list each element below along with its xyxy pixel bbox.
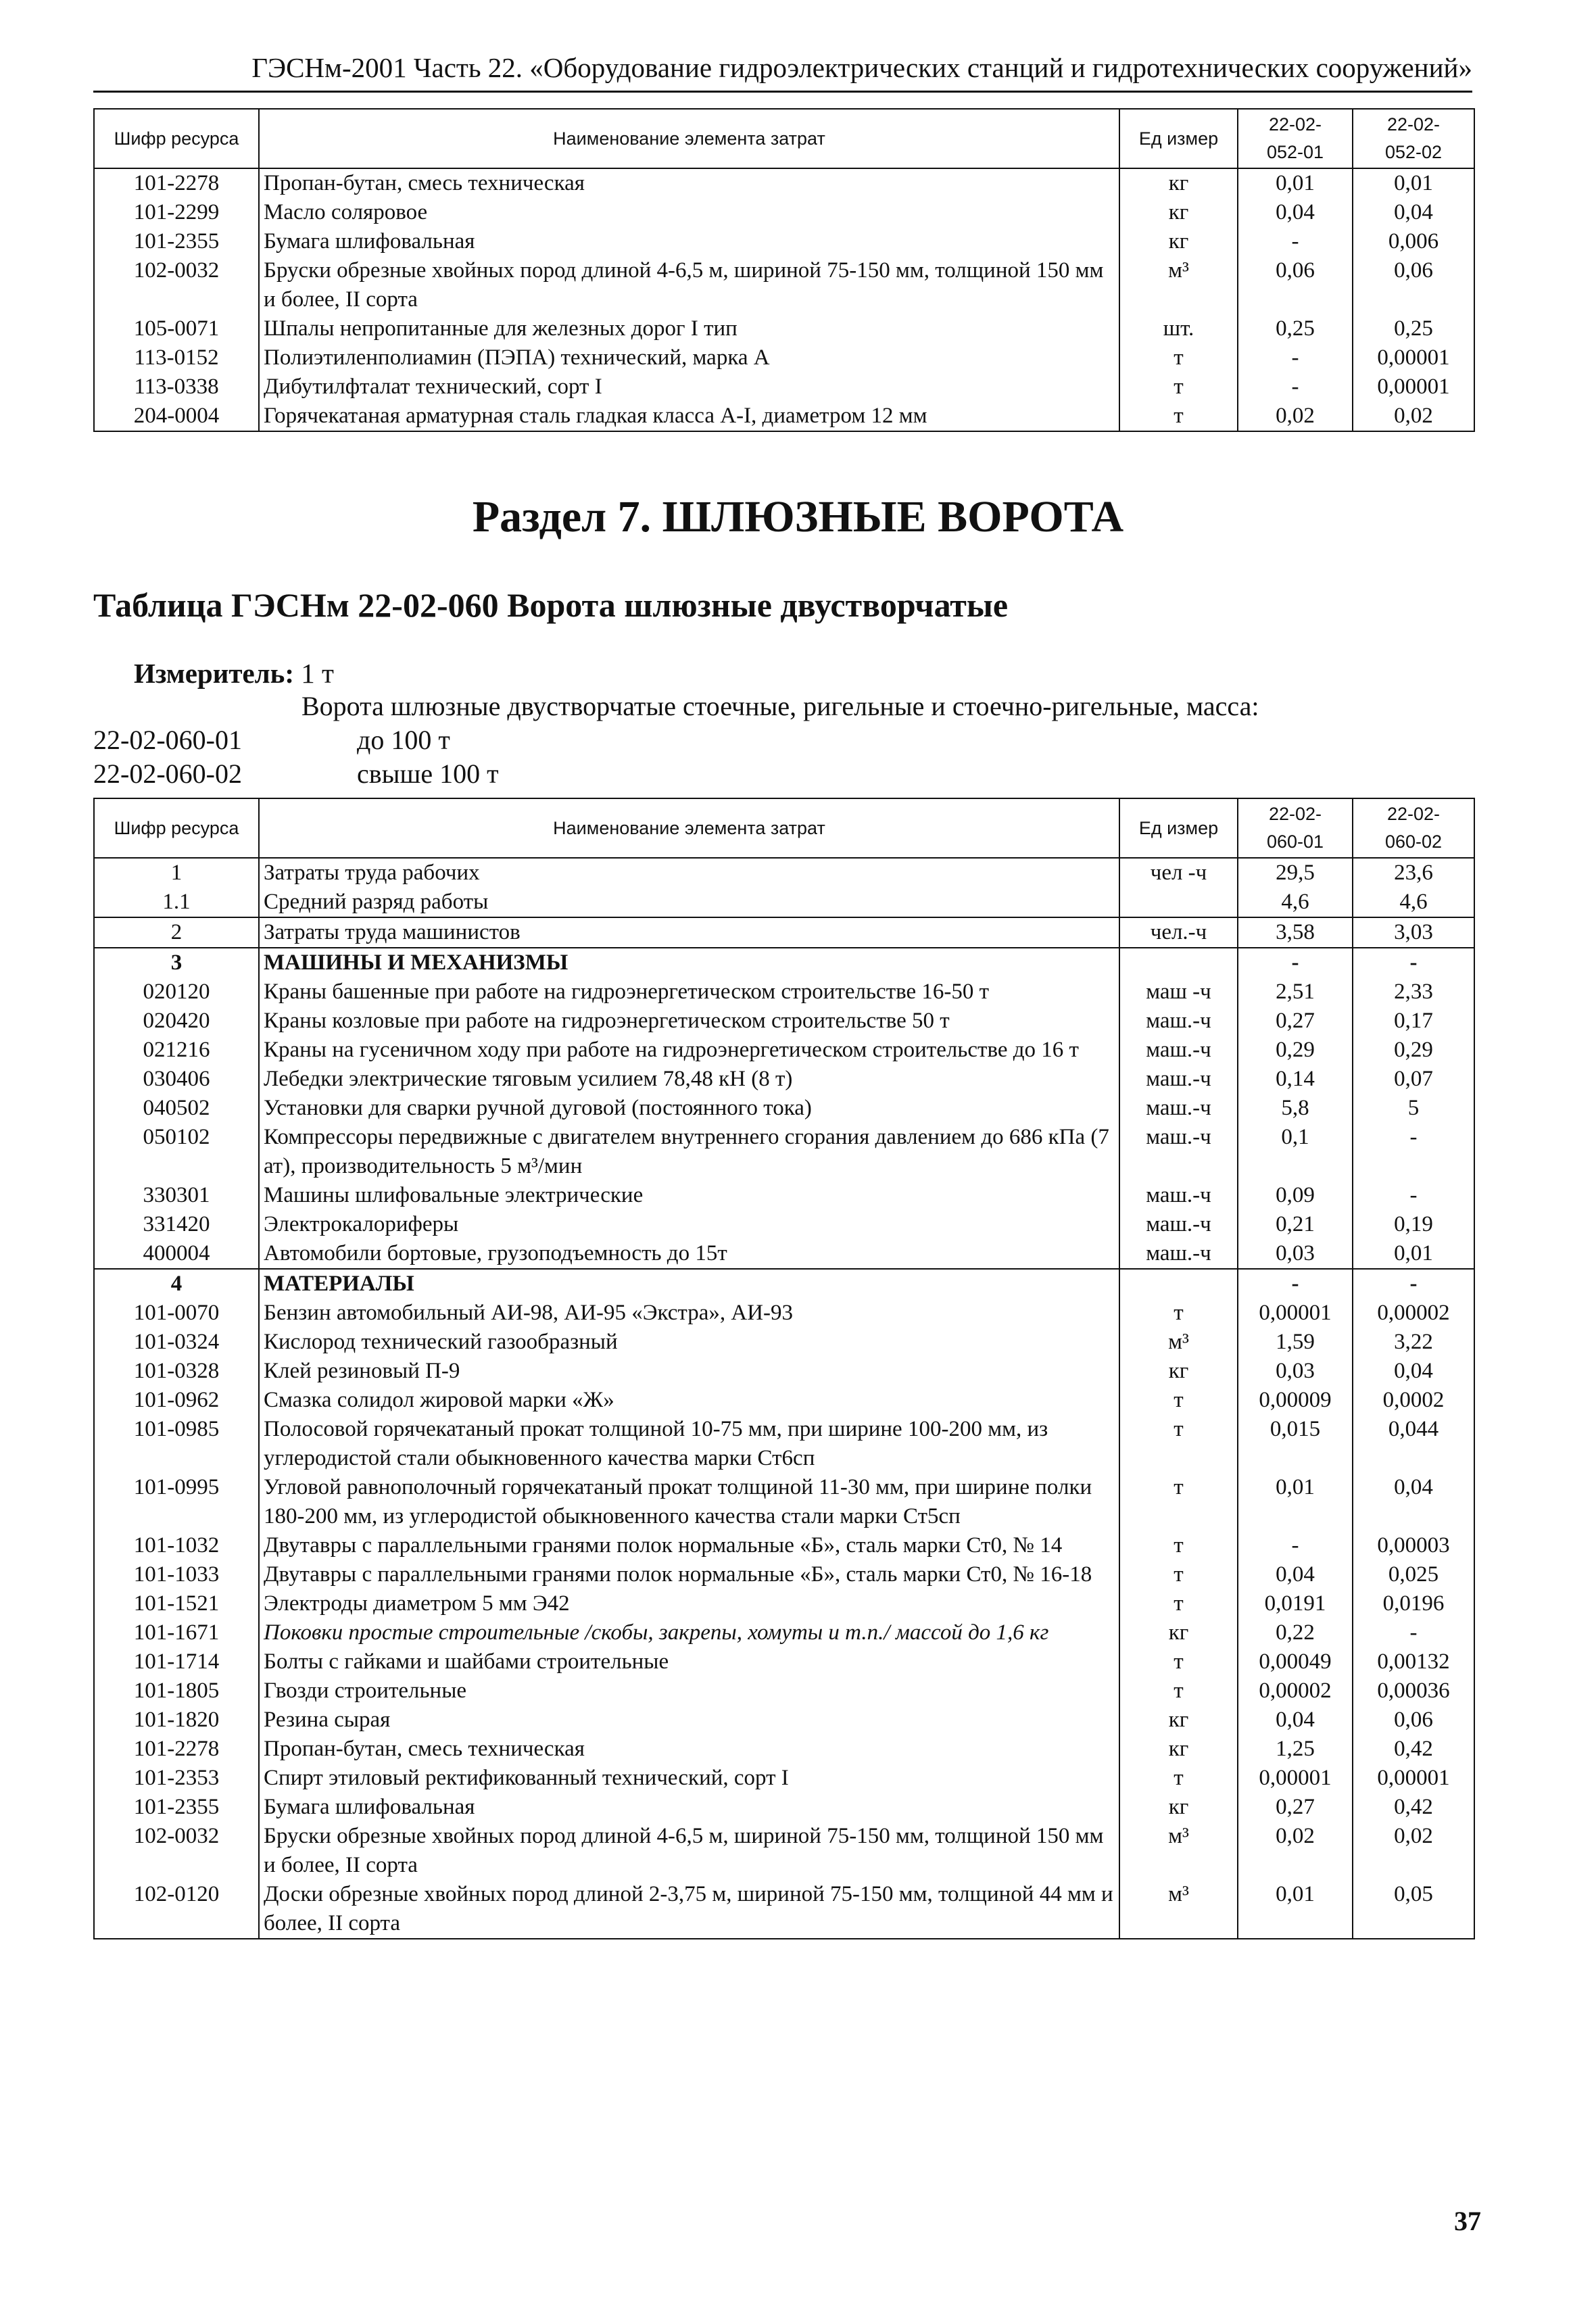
cell-norm-01: - xyxy=(1238,1269,1353,1299)
cell-norm-01: - xyxy=(1238,1531,1353,1560)
cell-unit: маш.-ч xyxy=(1119,1239,1238,1269)
cell-norm-02: 0,04 xyxy=(1353,1357,1474,1386)
cell-unit: маш -ч xyxy=(1119,978,1238,1007)
cell-name: Угловой равнополочный горячекатаный прокат толщиной 11-30 мм, при ширине полки 180-200 мм, из углеродистой обыкновенного качества стали марки Ст5сп xyxy=(259,1473,1119,1531)
cell-norm-02: 0,00003 xyxy=(1353,1531,1474,1560)
cell-norm-02: 0,044 xyxy=(1353,1415,1474,1473)
cell-norm-01: - xyxy=(1238,372,1353,402)
cell-name: Затраты труда рабочих xyxy=(259,858,1119,888)
header-rule xyxy=(93,91,1472,93)
cell-unit: маш.-ч xyxy=(1119,1181,1238,1210)
cell-norm-02: 0,02 xyxy=(1353,402,1474,431)
cell-code: 204-0004 xyxy=(94,402,259,431)
table-row xyxy=(94,1880,1474,1939)
cell-norm-01: 0,01 xyxy=(1238,1880,1353,1939)
cell-norm-02: - xyxy=(1353,1618,1474,1647)
cell-norm-02: 0,00036 xyxy=(1353,1676,1474,1706)
norm-code-line xyxy=(93,722,450,758)
cell-norm-01: 4,6 xyxy=(1238,888,1353,917)
table-row xyxy=(94,1560,1474,1589)
cell-unit: т xyxy=(1119,1647,1238,1676)
cell-norm-01: 1,59 xyxy=(1238,1328,1353,1357)
cell-unit: т xyxy=(1119,1415,1238,1473)
cell-name: Доски обрезные хвойных пород длиной 2-3,75 м, шириной 75-150 мм, толщиной 44 мм и более, II сорта xyxy=(259,1880,1119,1939)
table-row xyxy=(94,314,1474,343)
cell-name: Средний разряд работы xyxy=(259,888,1119,917)
cell-code: 400004 xyxy=(94,1239,259,1269)
cell-norm-01: 0,1 xyxy=(1238,1123,1353,1181)
cell-norm-02: 0,02 xyxy=(1353,1822,1474,1880)
running-header: ГЭСНм-2001 Часть 22. «Оборудование гидроэлектрических станций и гидротехнических сооружений» xyxy=(251,52,1472,83)
cell-name: Двутавры с параллельными гранями полок нормальные «Б», сталь марки Ст0, № 16-18 xyxy=(259,1560,1119,1589)
cell-norm-01: 0,01 xyxy=(1238,168,1353,198)
cell-code: 030406 xyxy=(94,1065,259,1094)
cell-norm-02: 0,06 xyxy=(1353,1706,1474,1735)
cell-name: Гвозди строительные xyxy=(259,1676,1119,1706)
cell-norm-02: 0,00001 xyxy=(1353,1764,1474,1793)
cell-norm-01: 0,25 xyxy=(1238,314,1353,343)
cell-unit: т xyxy=(1119,343,1238,372)
cell-code: 101-1714 xyxy=(94,1647,259,1676)
cell-code: 050102 xyxy=(94,1123,259,1181)
cell-norm-01: - xyxy=(1238,343,1353,372)
cell-norm-01: 0,00009 xyxy=(1238,1386,1353,1415)
table-row xyxy=(94,1706,1474,1735)
cell-norm-02: 0,006 xyxy=(1353,227,1474,256)
cell-name: Бумага шлифовальная xyxy=(259,1793,1119,1822)
table-row xyxy=(94,1036,1474,1065)
cell-norm-02: 0,0002 xyxy=(1353,1386,1474,1415)
cell-name: Компрессоры передвижные с двигателем внутреннего сгорания давлением до 686 кПа (7 ат), производительность 5 м³/мин xyxy=(259,1123,1119,1181)
table-row xyxy=(94,888,1474,917)
cell-code: 020420 xyxy=(94,1007,259,1036)
cell-norm-01: 5,8 xyxy=(1238,1094,1353,1123)
table-row xyxy=(94,402,1474,431)
cell-norm-02: 0,07 xyxy=(1353,1065,1474,1094)
col-header-name: Наименование элемента затрат xyxy=(259,798,1119,858)
cell-name: Электроды диаметром 5 мм Э42 xyxy=(259,1589,1119,1618)
cell-name: Пропан-бутан, смесь техническая xyxy=(259,168,1119,198)
cell-unit: м³ xyxy=(1119,1822,1238,1880)
cell-norm-02: 0,29 xyxy=(1353,1036,1474,1065)
cell-code: 020120 xyxy=(94,978,259,1007)
cell-unit: т xyxy=(1119,402,1238,431)
cell-name: Резина сырая xyxy=(259,1706,1119,1735)
cell-norm-01: 0,03 xyxy=(1238,1357,1353,1386)
cell-code: 101-0962 xyxy=(94,1386,259,1415)
table-row xyxy=(94,1531,1474,1560)
cell-norm-01: 0,02 xyxy=(1238,1822,1353,1880)
cell-unit xyxy=(1119,888,1238,917)
cell-code: 113-0338 xyxy=(94,372,259,402)
cell-name: Автомобили бортовые, грузоподъемность до 15т xyxy=(259,1239,1119,1269)
cell-name: Лебедки электрические тяговым усилием 78,48 кН (8 т) xyxy=(259,1065,1119,1094)
cell-name: Бруски обрезные хвойных пород длиной 4-6,5 м, шириной 75-150 мм, толщиной 150 мм и более, II сорта xyxy=(259,256,1119,314)
cell-norm-02: 0,00002 xyxy=(1353,1299,1474,1328)
meter xyxy=(134,654,334,692)
cell-norm-02: 0,05 xyxy=(1353,1880,1474,1939)
cell-name: МАТЕРИАЛЫ xyxy=(259,1269,1119,1299)
cell-code: 101-1521 xyxy=(94,1589,259,1618)
cell-unit: м³ xyxy=(1119,1880,1238,1939)
table-row xyxy=(94,1239,1474,1269)
cell-norm-01: 0,04 xyxy=(1238,198,1353,227)
table-row xyxy=(94,1386,1474,1415)
cell-unit xyxy=(1119,1269,1238,1299)
table-row xyxy=(94,1589,1474,1618)
cell-code: 101-0328 xyxy=(94,1357,259,1386)
cell-unit: т xyxy=(1119,1764,1238,1793)
cell-name: Поковки простые строительные /скобы, закрепы, хомуты и т.п./ массой до 1,6 кг xyxy=(259,1618,1119,1647)
table-row xyxy=(94,1181,1474,1210)
cell-name: Бруски обрезные хвойных пород длиной 4-6,5 м, шириной 75-150 мм, толщиной 150 мм и более, II сорта xyxy=(259,1822,1119,1880)
cell-name: МАШИНЫ И МЕХАНИЗМЫ xyxy=(259,948,1119,978)
cell-unit: кг xyxy=(1119,1706,1238,1735)
cell-code: 102-0032 xyxy=(94,1822,259,1880)
cell-code: 101-2353 xyxy=(94,1764,259,1793)
cell-code: 4 xyxy=(94,1269,259,1299)
table-row xyxy=(94,1123,1474,1181)
cell-code: 040502 xyxy=(94,1094,259,1123)
cell-code: 101-2278 xyxy=(94,1735,259,1764)
cell-norm-02: - xyxy=(1353,1181,1474,1210)
table-row xyxy=(94,1065,1474,1094)
cell-unit: т xyxy=(1119,1676,1238,1706)
cell-code: 101-2278 xyxy=(94,168,259,198)
cell-unit: т xyxy=(1119,1589,1238,1618)
section-title: Раздел 7. ШЛЮЗНЫЕ ВОРОТА xyxy=(472,492,1124,541)
cell-unit xyxy=(1119,948,1238,978)
cell-norm-01: 0,0191 xyxy=(1238,1589,1353,1618)
cell-norm-01: - xyxy=(1238,227,1353,256)
cell-code: 101-0070 xyxy=(94,1299,259,1328)
work-description: Ворота шлюзные двустворчатые стоечные, ригельные и стоечно-ригельные, масса: xyxy=(301,691,1259,721)
norm-code-text: до 100 т xyxy=(357,725,450,755)
cell-code: 101-0985 xyxy=(94,1415,259,1473)
col-header-unit: Ед измер xyxy=(1119,798,1238,858)
col-header-norm-01: 22-02- 060-01 xyxy=(1238,798,1353,858)
cell-code: 3 xyxy=(94,948,259,978)
cell-norm-02: 0,025 xyxy=(1353,1560,1474,1589)
cell-name: Кислород технический газообразный xyxy=(259,1328,1119,1357)
cell-norm-01: 0,00001 xyxy=(1238,1299,1353,1328)
cell-norm-02: 0,0196 xyxy=(1353,1589,1474,1618)
table-row xyxy=(94,1473,1474,1531)
table-row xyxy=(94,168,1474,198)
cell-name: Смазка солидол жировой марки «Ж» xyxy=(259,1386,1119,1415)
cell-norm-02: 0,01 xyxy=(1353,168,1474,198)
cell-norm-01: 2,51 xyxy=(1238,978,1353,1007)
cell-code: 330301 xyxy=(94,1181,259,1210)
cell-norm-02: 0,06 xyxy=(1353,256,1474,314)
cell-code: 1 xyxy=(94,858,259,888)
cell-norm-02: - xyxy=(1353,948,1474,978)
cell-unit: маш.-ч xyxy=(1119,1123,1238,1181)
table-row xyxy=(94,858,1474,888)
cell-norm-01: 0,00001 xyxy=(1238,1764,1353,1793)
cell-norm-02: 0,00001 xyxy=(1353,372,1474,402)
cell-name: Горячекатаная арматурная сталь гладкая класса А-I, диаметром 12 мм xyxy=(259,402,1119,431)
cell-name: Спирт этиловый ректификованный технический, сорт I xyxy=(259,1764,1119,1793)
cell-norm-01: 0,01 xyxy=(1238,1473,1353,1531)
cell-unit: маш.-ч xyxy=(1119,1210,1238,1239)
table-row xyxy=(94,1618,1474,1647)
cell-unit: шт. xyxy=(1119,314,1238,343)
cell-norm-02: 0,42 xyxy=(1353,1735,1474,1764)
cell-unit: т xyxy=(1119,372,1238,402)
table-row xyxy=(94,1094,1474,1123)
cell-code: 101-1033 xyxy=(94,1560,259,1589)
cell-code: 102-0120 xyxy=(94,1880,259,1939)
cell-name: Двутавры с параллельными гранями полок нормальные «Б», сталь марки Ст0, № 14 xyxy=(259,1531,1119,1560)
col-header-code: Шифр ресурса xyxy=(94,109,259,168)
cell-name: Машины шлифовальные электрические xyxy=(259,1181,1119,1210)
cell-code: 101-2355 xyxy=(94,1793,259,1822)
cell-name: Электрокалориферы xyxy=(259,1210,1119,1239)
cell-name: Дибутилфталат технический, сорт I xyxy=(259,372,1119,402)
cell-norm-02: 0,17 xyxy=(1353,1007,1474,1036)
cell-norm-01: 0,02 xyxy=(1238,402,1353,431)
cell-unit: маш.-ч xyxy=(1119,1036,1238,1065)
table-row xyxy=(94,372,1474,402)
cell-unit: маш.-ч xyxy=(1119,1094,1238,1123)
cell-name: Затраты труда машинистов xyxy=(259,917,1119,948)
cell-unit: маш.-ч xyxy=(1119,1065,1238,1094)
cell-unit: кг xyxy=(1119,1357,1238,1386)
table-row xyxy=(94,1676,1474,1706)
cell-norm-02: 2,33 xyxy=(1353,978,1474,1007)
cell-unit: м³ xyxy=(1119,1328,1238,1357)
cell-norm-02: 0,25 xyxy=(1353,314,1474,343)
cell-norm-02: 0,04 xyxy=(1353,1473,1474,1531)
cell-unit: кг xyxy=(1119,198,1238,227)
cell-unit: кг xyxy=(1119,1793,1238,1822)
cell-norm-02: 0,04 xyxy=(1353,198,1474,227)
table-row xyxy=(94,1764,1474,1793)
cell-code: 101-1805 xyxy=(94,1676,259,1706)
cell-code: 1.1 xyxy=(94,888,259,917)
cell-code: 113-0152 xyxy=(94,343,259,372)
cell-unit: кг xyxy=(1119,168,1238,198)
cell-norm-01: 0,27 xyxy=(1238,1007,1353,1036)
cell-unit: чел -ч xyxy=(1119,858,1238,888)
page-number: 37 xyxy=(1454,2206,1481,2236)
norm-code: 22-02-060-02 xyxy=(93,758,242,789)
table-row xyxy=(94,917,1474,948)
table-row xyxy=(94,227,1474,256)
cell-norm-02: 0,00001 xyxy=(1353,343,1474,372)
resource-table-052 xyxy=(93,108,1475,432)
cell-code: 101-1032 xyxy=(94,1531,259,1560)
table-row xyxy=(94,256,1474,314)
cell-code: 101-1820 xyxy=(94,1706,259,1735)
cell-name: Шпалы непропитанные для железных дорог I тип xyxy=(259,314,1119,343)
cell-code: 331420 xyxy=(94,1210,259,1239)
norm-code-text: свыше 100 т xyxy=(357,758,499,789)
cell-name: Бензин автомобильный АИ-98, АИ-95 «Экстра», АИ-93 xyxy=(259,1299,1119,1328)
cell-name: Полиэтиленполиамин (ПЭПА) технический, марка А xyxy=(259,343,1119,372)
cell-norm-01: 0,015 xyxy=(1238,1415,1353,1473)
cell-unit: маш.-ч xyxy=(1119,1007,1238,1036)
cell-name: Бумага шлифовальная xyxy=(259,227,1119,256)
cell-norm-01: 0,27 xyxy=(1238,1793,1353,1822)
cell-norm-02: 0,00132 xyxy=(1353,1647,1474,1676)
meter-label: Измеритель: xyxy=(134,658,295,689)
table-row xyxy=(94,1210,1474,1239)
table-row xyxy=(94,1328,1474,1357)
table-row xyxy=(94,1007,1474,1036)
cell-norm-02: - xyxy=(1353,1269,1474,1299)
cell-norm-01: 0,00049 xyxy=(1238,1647,1353,1676)
col-header-code: Шифр ресурса xyxy=(94,798,259,858)
cell-code: 101-2355 xyxy=(94,227,259,256)
cell-code: 105-0071 xyxy=(94,314,259,343)
col-header-unit: Ед измер xyxy=(1119,109,1238,168)
cell-norm-01: 0,29 xyxy=(1238,1036,1353,1065)
col-header-name: Наименование элемента затрат xyxy=(259,109,1119,168)
cell-code: 101-0995 xyxy=(94,1473,259,1531)
cell-norm-01: 1,25 xyxy=(1238,1735,1353,1764)
cell-norm-02: 0,42 xyxy=(1353,1793,1474,1822)
resource-table-060 xyxy=(93,798,1475,1939)
cell-code: 102-0032 xyxy=(94,256,259,314)
cell-norm-01: - xyxy=(1238,948,1353,978)
table-row xyxy=(94,1735,1474,1764)
table-row xyxy=(94,1357,1474,1386)
cell-norm-02: 0,01 xyxy=(1353,1239,1474,1269)
cell-name: Краны на гусеничном ходу при работе на гидроэнергетическом строительстве до 16 т xyxy=(259,1036,1119,1065)
cell-norm-01: 29,5 xyxy=(1238,858,1353,888)
cell-code: 2 xyxy=(94,917,259,948)
cell-unit: м³ xyxy=(1119,256,1238,314)
cell-norm-01: 0,04 xyxy=(1238,1706,1353,1735)
table-row xyxy=(94,1647,1474,1676)
cell-unit: кг xyxy=(1119,227,1238,256)
cell-norm-01: 3,58 xyxy=(1238,917,1353,948)
norm-code: 22-02-060-01 xyxy=(93,725,242,755)
cell-norm-02: 3,22 xyxy=(1353,1328,1474,1357)
cell-norm-02: 0,19 xyxy=(1353,1210,1474,1239)
cell-norm-01: 0,04 xyxy=(1238,1560,1353,1589)
cell-code: 101-1671 xyxy=(94,1618,259,1647)
table-title: Таблица ГЭСНм 22-02-060 Ворота шлюзные двустворчатые xyxy=(93,586,1009,624)
table-row xyxy=(94,343,1474,372)
col-header-norm-01: 22-02- 052-01 xyxy=(1238,109,1353,168)
cell-norm-01: 0,00002 xyxy=(1238,1676,1353,1706)
cell-norm-01: 0,09 xyxy=(1238,1181,1353,1210)
cell-norm-02: 4,6 xyxy=(1353,888,1474,917)
cell-norm-02: 23,6 xyxy=(1353,858,1474,888)
cell-name: Краны козловые при работе на гидроэнергетическом строительстве 50 т xyxy=(259,1007,1119,1036)
cell-name: Болты с гайками и шайбами строительные xyxy=(259,1647,1119,1676)
cell-unit: т xyxy=(1119,1531,1238,1560)
cell-unit: кг xyxy=(1119,1735,1238,1764)
cell-code: 021216 xyxy=(94,1036,259,1065)
table-row xyxy=(94,198,1474,227)
col-header-norm-02: 22-02- 052-02 xyxy=(1353,109,1474,168)
table-row xyxy=(94,1269,1474,1299)
cell-name: Краны башенные при работе на гидроэнергетическом строительстве 16-50 т xyxy=(259,978,1119,1007)
cell-norm-02: - xyxy=(1353,1123,1474,1181)
cell-code: 101-0324 xyxy=(94,1328,259,1357)
cell-code: 101-2299 xyxy=(94,198,259,227)
table-row xyxy=(94,1299,1474,1328)
cell-unit: чел.-ч xyxy=(1119,917,1238,948)
table-row xyxy=(94,1822,1474,1880)
norm-code-line xyxy=(93,756,499,792)
cell-name: Пропан-бутан, смесь техническая xyxy=(259,1735,1119,1764)
table-row xyxy=(94,1415,1474,1473)
cell-norm-01: 0,14 xyxy=(1238,1065,1353,1094)
cell-norm-01: 0,03 xyxy=(1238,1239,1353,1269)
cell-name: Масло соляровое xyxy=(259,198,1119,227)
cell-unit: т xyxy=(1119,1473,1238,1531)
cell-unit: т xyxy=(1119,1299,1238,1328)
meter-value: 1 т xyxy=(301,658,334,689)
table-row xyxy=(94,978,1474,1007)
cell-norm-01: 0,06 xyxy=(1238,256,1353,314)
cell-name: Установки для сварки ручной дуговой (постоянного тока) xyxy=(259,1094,1119,1123)
cell-name: Клей резиновый П-9 xyxy=(259,1357,1119,1386)
col-header-norm-02: 22-02- 060-02 xyxy=(1353,798,1474,858)
cell-unit: т xyxy=(1119,1386,1238,1415)
cell-unit: кг xyxy=(1119,1618,1238,1647)
cell-unit: т xyxy=(1119,1560,1238,1589)
cell-norm-01: 0,21 xyxy=(1238,1210,1353,1239)
table-row xyxy=(94,1793,1474,1822)
cell-norm-01: 0,22 xyxy=(1238,1618,1353,1647)
table-row xyxy=(94,948,1474,978)
cell-name: Полосовой горячекатаный прокат толщиной 10-75 мм, при ширине 100-200 мм, из углеродистой стали обыкновенного качества марки Ст6сп xyxy=(259,1415,1119,1473)
cell-norm-02: 3,03 xyxy=(1353,917,1474,948)
cell-norm-02: 5 xyxy=(1353,1094,1474,1123)
